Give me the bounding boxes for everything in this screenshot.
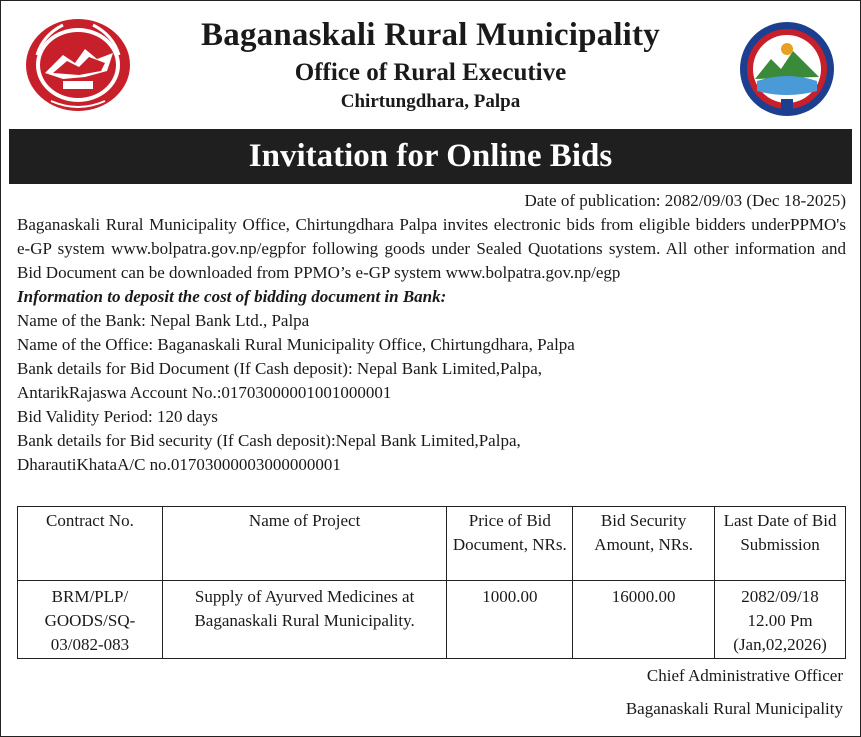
intro-paragraph: Baganaskali Rural Municipality Office, Chirtungdhara Palpa invites electronic bids from eligible bidders underPPMO's e-GP system www.bolpatra.gov.np/egpfor following goods under Sealed Quotations system. All other information and Bid Document can be downloaded from PPMO’s e-GP system www.bolpatra.gov.np/egp: [17, 215, 846, 282]
header-last-date: Last Date of Bid Submission: [715, 507, 846, 581]
signatory-office: Baganaskali Rural Municipality: [625, 699, 843, 718]
office-address: Chirtungdhara, Palpa: [340, 91, 521, 112]
last-date-cell: [715, 581, 846, 659]
banner-title: Invitation for Online Bids: [9, 129, 852, 184]
notice-body: [17, 189, 846, 477]
bid-document-bank-line: Bank details for Bid Document (If Cash deposit): Nepal Bank Limited,Palpa,: [17, 359, 542, 378]
security-amount-cell: 16000.00: [573, 581, 715, 659]
municipality-logo-icon: [737, 19, 837, 119]
bank-name-line: Name of the Bank: Nepal Bank Ltd., Palpa: [17, 311, 310, 330]
bid-validity-line: Bid Validity Period: 120 days: [17, 407, 218, 426]
table-row: [18, 581, 846, 659]
publication-date: Date of publication: 2082/09/03 (Dec 18-2025): [524, 191, 846, 210]
document-price-cell: 1000.00: [447, 581, 573, 659]
bank-info-heading: Information to deposit the cost of bidding document in Bank:: [17, 287, 447, 306]
last-date-bs: 2082/09/18: [741, 587, 819, 606]
header-security-amount: Bid Security Amount, NRs.: [573, 507, 715, 581]
last-time: 12.00 Pm: [747, 611, 813, 630]
office-name-line: Name of the Office: Baganaskali Rural Municipality Office, Chirtungdhara, Palpa: [17, 335, 575, 354]
deposit-account-line: DharautiKhataA/C no.01703000003000000001: [17, 455, 341, 474]
project-name-cell: Supply of Ayurved Medicines at Baganaskali Rural Municipality.: [162, 581, 447, 659]
last-date-ad: (Jan,02,2026): [733, 635, 827, 654]
table-header-row: [18, 507, 846, 581]
header-document-price: Price of Bid Document, NRs.: [447, 507, 573, 581]
header-contract-no: Contract No.: [18, 507, 163, 581]
header-project-name: Name of Project: [162, 507, 447, 581]
signatory-designation: Chief Administrative Officer: [646, 666, 843, 685]
contract-no-cell: BRM/PLP/ GOODS/SQ-03/082-083: [18, 581, 163, 659]
bids-table: [17, 506, 846, 659]
header: [1, 1, 860, 128]
office-title: Office of Rural Executive: [294, 59, 567, 86]
bid-security-bank-line: Bank details for Bid security (If Cash deposit):Nepal Bank Limited,Palpa,: [17, 431, 521, 450]
revenue-account-line: AntarikRajaswa Account No.:01703000001001000001: [17, 383, 392, 402]
municipality-title: Baganaskali Rural Municipality: [201, 17, 660, 53]
